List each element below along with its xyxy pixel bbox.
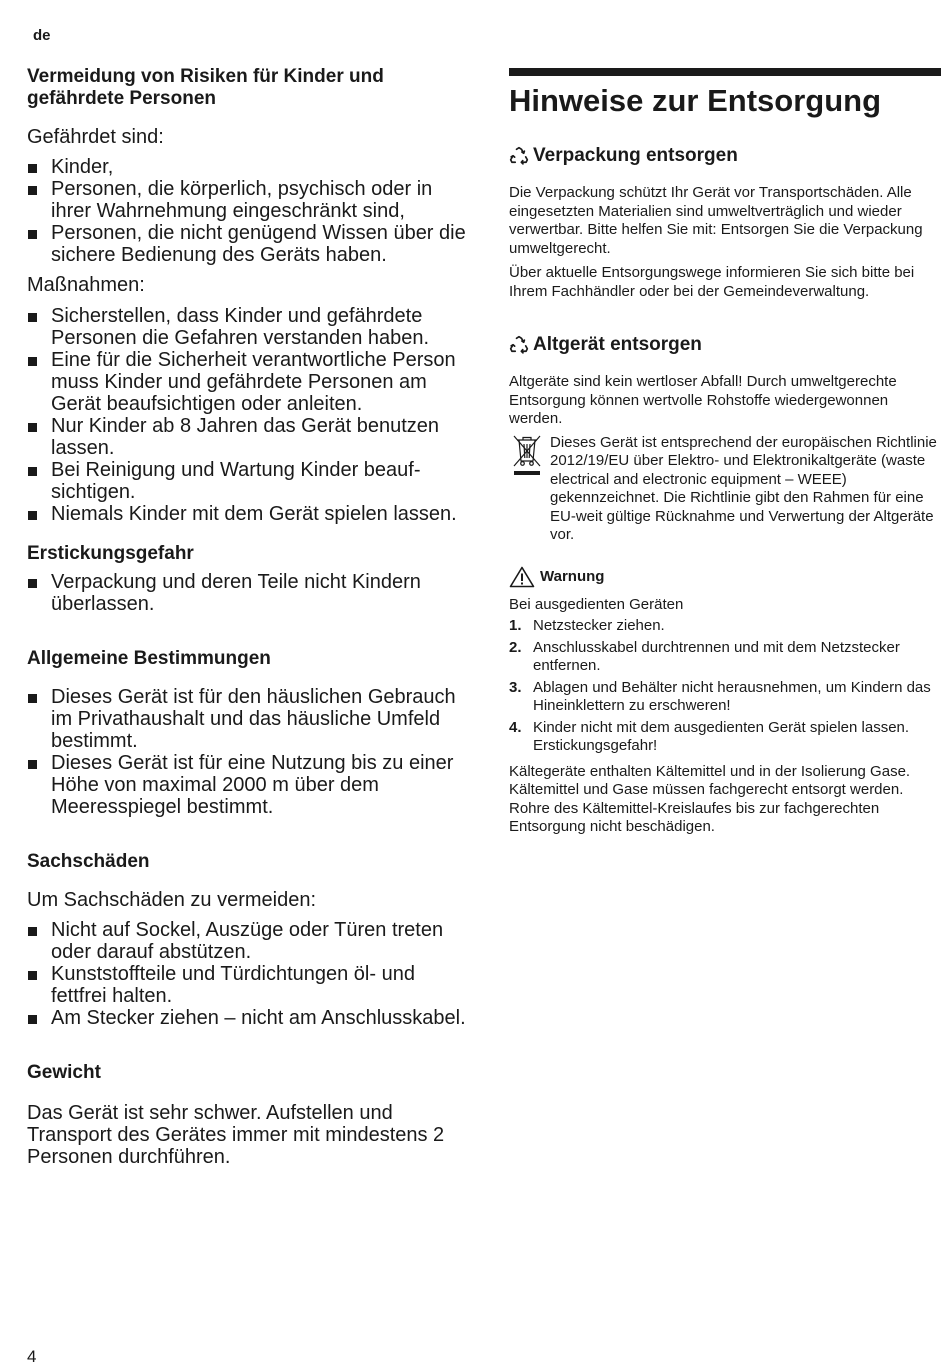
packaging-paragraph-1: Die Verpackung schützt Ihr Gerät vor Transportschäden. Alle eingesetzten Materialien sind umweltverträglich und wieder verwertbar. Bitte helfen Sie mit: Entsorgen Sie die Verpackung umweltgerecht. [509, 184, 923, 257]
old-device-title: Altgerät entsorgen [533, 334, 702, 355]
general-list [27, 686, 467, 818]
crossed-out-bin-icon [509, 434, 545, 476]
recycle-icon [509, 146, 529, 166]
weight-text: Das Gerät ist sehr schwer. Aufstellen und Transport des Gerätes immer mit mindestens 2 Personen durchführen. [27, 1102, 445, 1168]
risks-heading: Vermeidung von Risiken für Kinder und gefährdete Personen [27, 66, 384, 109]
list-item: Eine für die Sicherheit verantwortliche Person muss Kinder und gefährdete Personen am Gerät beaufsichtigen oder anleiten. [27, 349, 467, 415]
step-number: 2. [509, 638, 522, 656]
list-item: Sicherstellen, dass Kinder und gefährdete Personen die Gefahren verstanden haben. [27, 305, 467, 349]
warning-heading [509, 566, 941, 588]
risks-intro: Gefährdet sind: [27, 126, 164, 148]
page-title: Hinweise zur Entsorgung [509, 83, 882, 118]
list-item: Nur Kinder ab 8 Jahren das Gerät benutzen lassen. [27, 415, 467, 459]
measures-label: Maßnahmen: [27, 274, 145, 296]
list-item [509, 679, 941, 716]
step-number: 3. [509, 678, 522, 696]
list-item [509, 719, 941, 756]
right-column [509, 64, 941, 837]
list-item: Niemals Kinder mit dem Gerät spielen lassen. [27, 503, 467, 525]
list-item: Personen, die körperlich, psychisch oder in ihrer Wahrnehmung eingeschränkt sind, [27, 178, 467, 222]
step-text: Netzstecker ziehen. [533, 617, 665, 634]
damage-list [27, 919, 467, 1029]
list-item: Personen, die nicht genügend Wissen über die sichere Bedienung des Geräts haben. [27, 222, 467, 266]
list-item [509, 617, 941, 636]
step-number: 1. [509, 617, 522, 634]
step-number: 4. [509, 718, 522, 736]
old-device-heading [509, 334, 941, 356]
weee-notice [509, 434, 941, 545]
packaging-title: Verpackung entsorgen [533, 145, 738, 166]
damage-intro: Um Sachschäden zu vermeiden: [27, 889, 317, 911]
measures-list [27, 305, 467, 525]
list-item: Dieses Gerät ist für den häuslichen Gebrauch im Privathaushalt und das häusliche Umfeld bestimmt. [27, 686, 467, 752]
list-item: Kunststoffteile und Türdichtungen öl- und fettfrei halten. [27, 963, 467, 1007]
section-rule [509, 68, 941, 76]
warning-intro: Bei ausgedienten Geräten [509, 595, 684, 613]
language-code: de [33, 27, 51, 44]
list-item: Am Stecker ziehen – nicht am Anschlusskabel. [27, 1007, 467, 1029]
weee-text: Dieses Gerät ist entsprechend der europäischen Richtlinie 2012/19/EU über Elektro- und Elektronikaltgeräte (waste electrical and electronic equipment – WEEE) gekennzeichnet. Die Richtlinie gibt den Rahmen für eine EU-weit gültige Rücknahme und Verwertung der Altgeräte vor. [550, 433, 937, 543]
step-text: Ablagen und Behälter nicht herausnehmen, um Kindern das Hineinklettern zu erschweren! [533, 678, 931, 714]
warning-label: Warnung [540, 568, 605, 585]
list-item: Verpackung und deren Teile nicht Kindern überlassen. [27, 571, 467, 615]
weight-heading: Gewicht [27, 1062, 101, 1083]
damage-heading: Sachschäden [27, 851, 150, 872]
endangered-persons-list [27, 156, 467, 266]
general-heading: Allgemeine Bestimmungen [27, 648, 271, 669]
old-device-paragraph: Altgeräte sind kein wertloser Abfall! Durch umweltgerechte Entsorgung können wertvolle Rohstoffe wiedergewonnen werden. [509, 373, 897, 427]
list-item: Kinder, [27, 156, 467, 178]
packaging-paragraph-2: Über aktuelle Entsorgungswege informieren Sie sich bitte bei Ihrem Fachhändler oder bei der Gemeindeverwaltung. [509, 264, 915, 300]
warning-triangle-icon [509, 566, 535, 588]
suffocation-list [27, 571, 467, 615]
list-item: Dieses Gerät ist für eine Nutzung bis zu einer Höhe von maximal 2000 m über dem Meeresspiegel bestimmt. [27, 752, 467, 818]
packaging-heading [509, 145, 941, 167]
warning-closing: Kältegeräte enthalten Kältemittel und in der Isolierung Gase. Kältemittel und Gase müssen fachgerecht entsorgt werden. Rohre des Kältemittel-Kreislaufes bis zur fachgerechten Entsorgung nicht beschädigen. [509, 762, 911, 835]
step-text: Kinder nicht mit dem ausgedienten Gerät spielen lassen. Erstickungsgefahr! [533, 718, 910, 754]
disposal-steps [509, 617, 941, 756]
page-number: 4 [27, 1347, 37, 1366]
suffocation-heading: Erstickungsgefahr [27, 543, 194, 564]
step-text: Anschlusskabel durchtrennen und mit dem Netzstecker entfernen. [533, 638, 900, 674]
list-item [509, 639, 941, 676]
left-column [27, 64, 467, 1168]
recycle-icon [509, 335, 529, 355]
list-item: Nicht auf Sockel, Auszüge oder Türen treten oder darauf abstützen. [27, 919, 467, 963]
list-item: Bei Reinigung und Wartung Kinder beaufsichtigen. [27, 459, 467, 503]
